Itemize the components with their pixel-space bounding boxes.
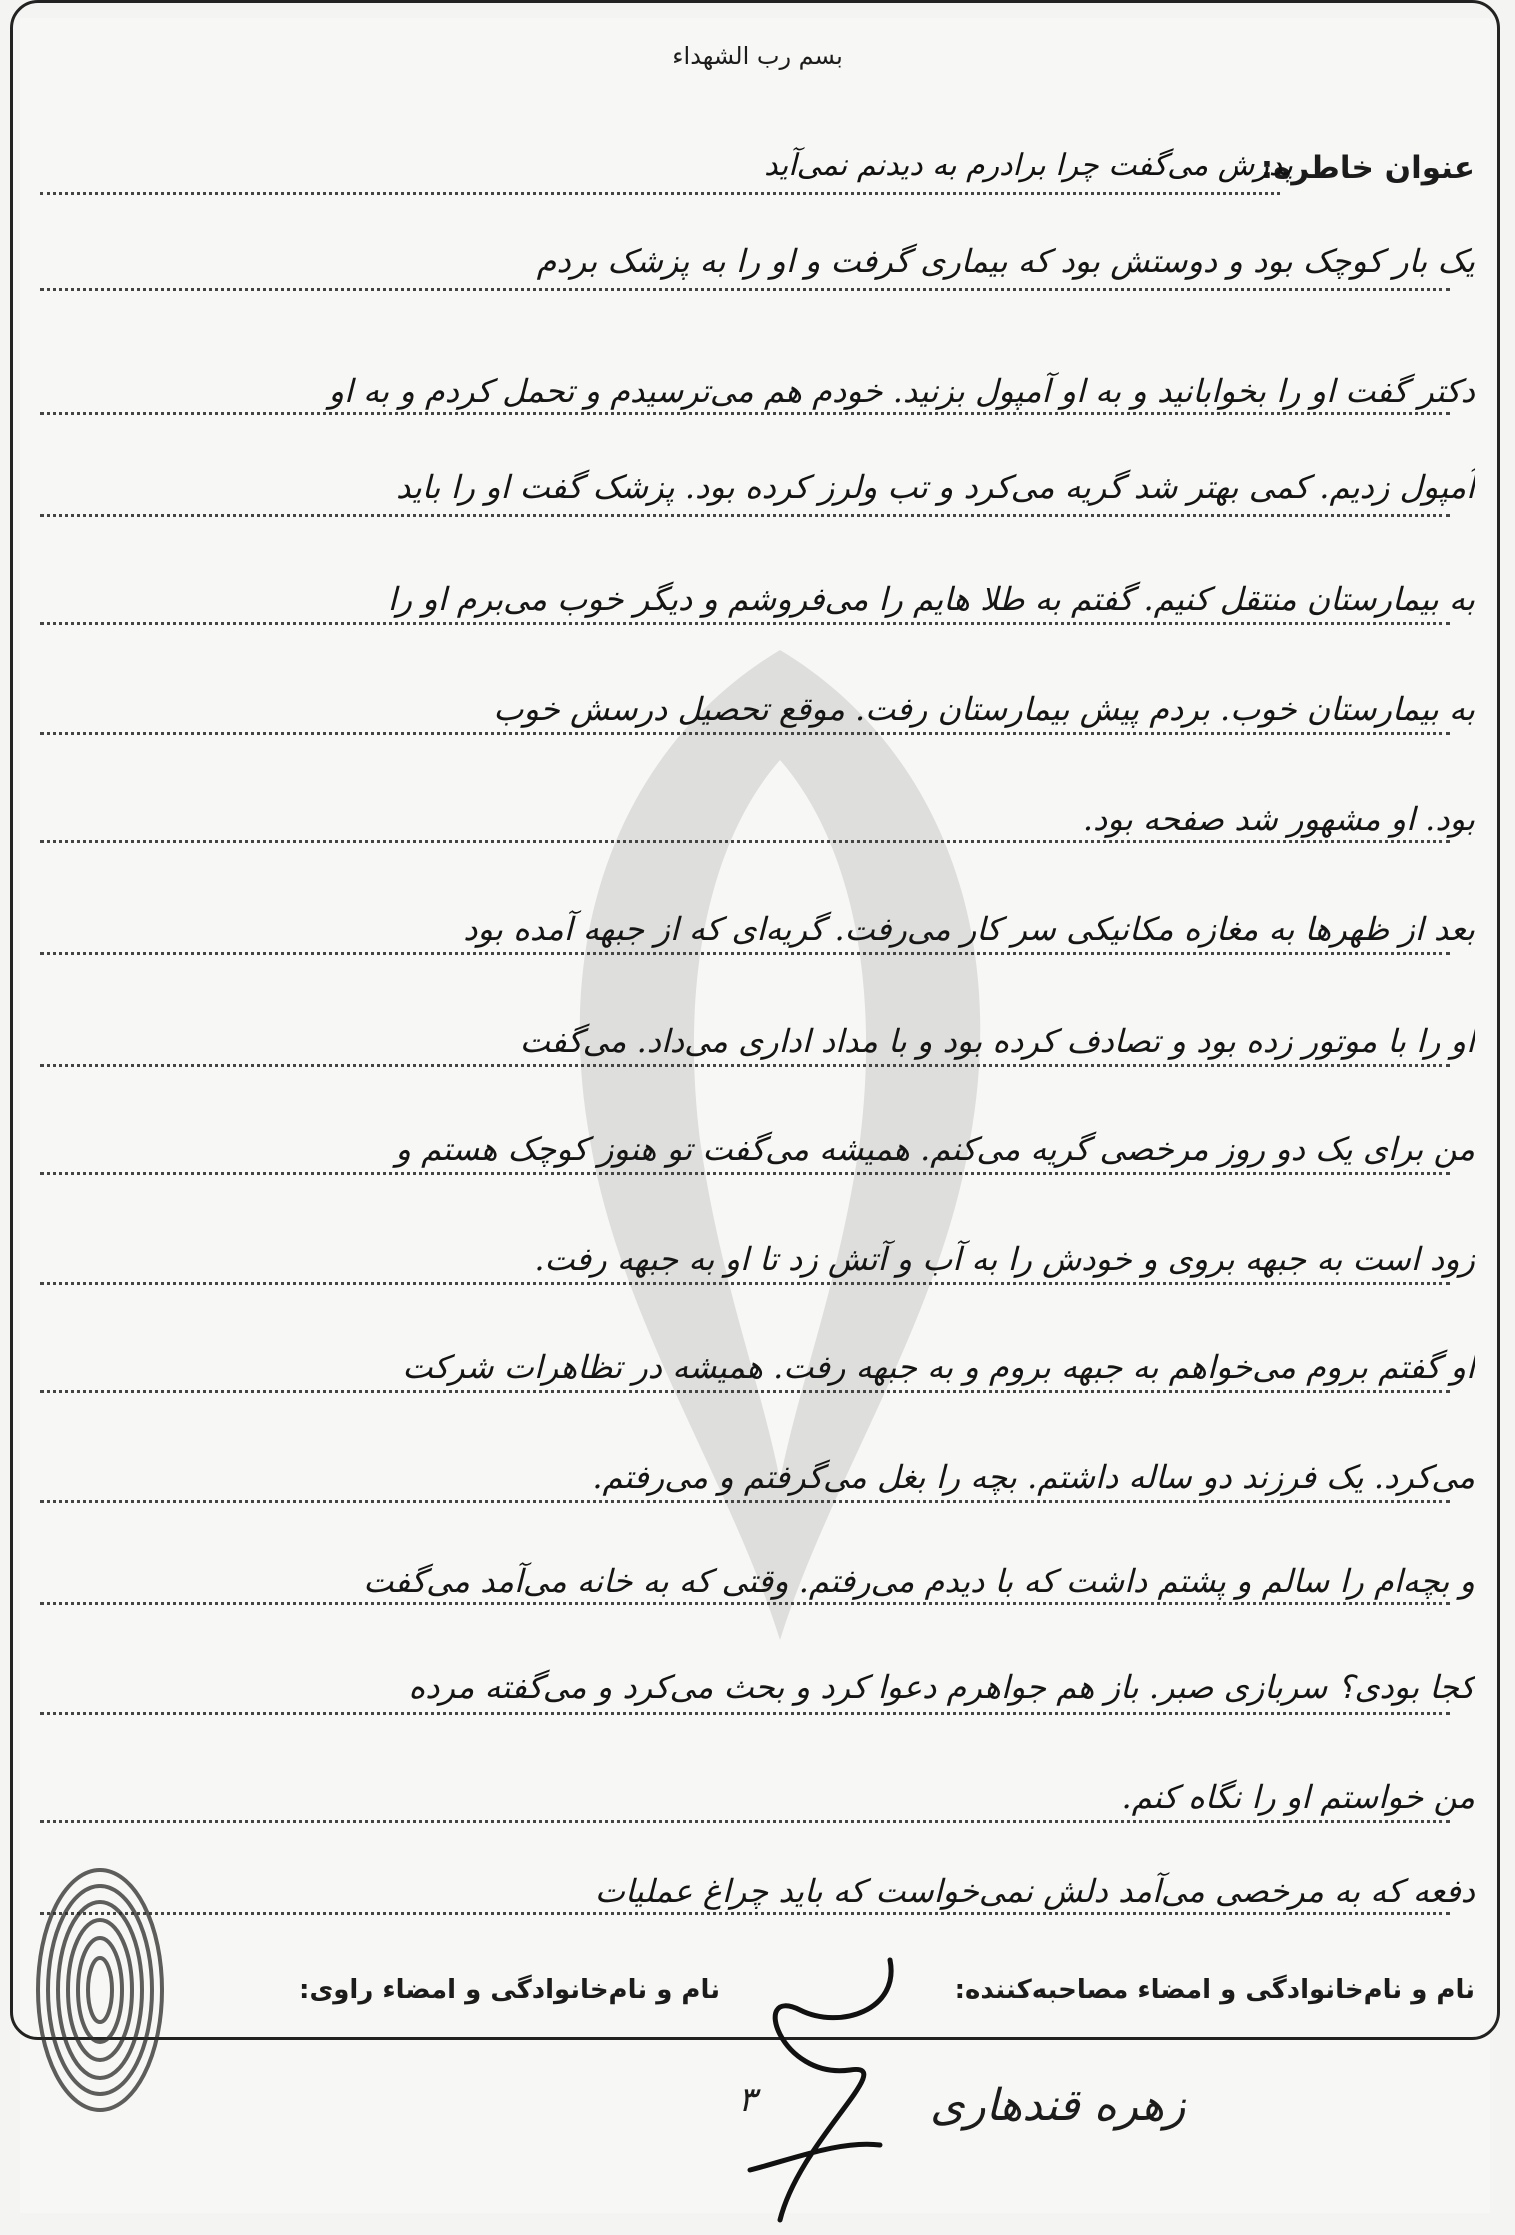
- dotted-line: [40, 1500, 1450, 1503]
- text-line-1: یک بار کوچک بود و دوستش بود که بیماری گرفت و او را به پزشک بردم: [536, 242, 1475, 280]
- text-line-8: او را با موتور زده بود و تصادف کرده بود و با مداد اداری می‌داد. می‌گفت: [519, 1022, 1475, 1060]
- dotted-line: [40, 514, 1450, 517]
- text-line-12: می‌کرد. یک فرزند دو ساله داشتم. بچه را بغل می‌گرفتم و می‌رفتم.: [592, 1458, 1475, 1496]
- text-line-6: بود. او مشهور شد صفحه بود.: [1082, 800, 1475, 838]
- interviewer-signature-label: نام و نام‌خانوادگی و امضاء مصاحبه‌کننده:: [954, 1975, 1475, 2005]
- fingerprint-icon: [25, 1850, 175, 2125]
- text-line-9: من برای یک دو روز مرخصی گریه می‌کنم. همیشه می‌گفت تو هنوز کوچک هستم و: [395, 1130, 1475, 1168]
- text-line-13: و بچه‌ام را سالم و پشتم داشت که با دیدم می‌رفتم. وقتی که به خانه می‌آمد می‌گفت: [363, 1562, 1475, 1600]
- dotted-line: [40, 1390, 1450, 1393]
- dotted-line: [40, 622, 1450, 625]
- text-line-16: دفعه که به مرخصی می‌آمد دلش نمی‌خواست که باید چراغ عملیات: [594, 1872, 1475, 1910]
- text-line-2: دکتر گفت او را بخوابانید و به او آمپول بزنید. خودم هم می‌ترسیدم و تحمل کردم و به او: [328, 372, 1475, 410]
- text-line-7: بعد از ظهرها به مغازه مکانیکی سر کار می‌رفت. گریه‌ای که از جبهه آمده بود: [463, 910, 1475, 948]
- text-line-15: من خواستم او را نگاه کنم.: [1121, 1778, 1475, 1816]
- dotted-line: [40, 840, 1450, 843]
- text-line-14: کجا بودی؟ سربازی صبر. باز هم جواهرم دعوا کرد و بحث می‌کرد و می‌گفته مرده: [408, 1668, 1475, 1706]
- dotted-line: [40, 1820, 1450, 1823]
- narrator-signature-label: نام و نام‌خانوادگی و امضاء راوی:: [299, 1975, 720, 2005]
- signature-icon: [690, 1940, 940, 2230]
- text-line-10: زود است به جبهه بروی و خودش را به آب و آتش زد تا او به جبهه رفت.: [534, 1240, 1475, 1278]
- dotted-line: [40, 1602, 1450, 1605]
- dotted-line: [40, 1282, 1450, 1285]
- text-line-11: او گفتم بروم می‌خواهم به جبهه بروم و به جبهه رفت. همیشه در تظاهرات شرکت: [402, 1348, 1475, 1386]
- title-value: پدرش می‌گفت چرا برادرم به دیدنم نمی‌آید: [764, 148, 1293, 183]
- dotted-line: [40, 1064, 1450, 1067]
- text-line-4: به بیمارستان منتقل کنیم. گفتم به طلا هایم را می‌فروشم و دیگر خوب می‌برم او را: [387, 580, 1475, 618]
- text-line-3: آمپول زدیم. کمی بهتر شد گریه می‌کرد و تب ولرز کرده بود. پزشک گفت او را باید: [396, 468, 1475, 506]
- text-line-5: به بیمارستان خوب. بردم پیش بیمارستان رفت. موقع تحصیل درسش خوب: [493, 690, 1475, 728]
- title-label: عنوان خاطره:: [1260, 150, 1475, 186]
- page-number: ۳: [738, 2080, 757, 2120]
- narrator-name: زهره قندهاری: [930, 2080, 1186, 2131]
- dotted-line: [40, 1712, 1450, 1715]
- dotted-line: [40, 288, 1450, 291]
- form-frame: [10, 0, 1500, 2040]
- dotted-line: [40, 192, 1280, 195]
- dotted-line: [40, 1172, 1450, 1175]
- document-header: بسم رب الشهداء: [672, 42, 843, 70]
- dotted-line: [40, 1912, 1450, 1915]
- dotted-line: [40, 732, 1450, 735]
- dotted-line: [40, 952, 1450, 955]
- dotted-line: [40, 412, 1450, 415]
